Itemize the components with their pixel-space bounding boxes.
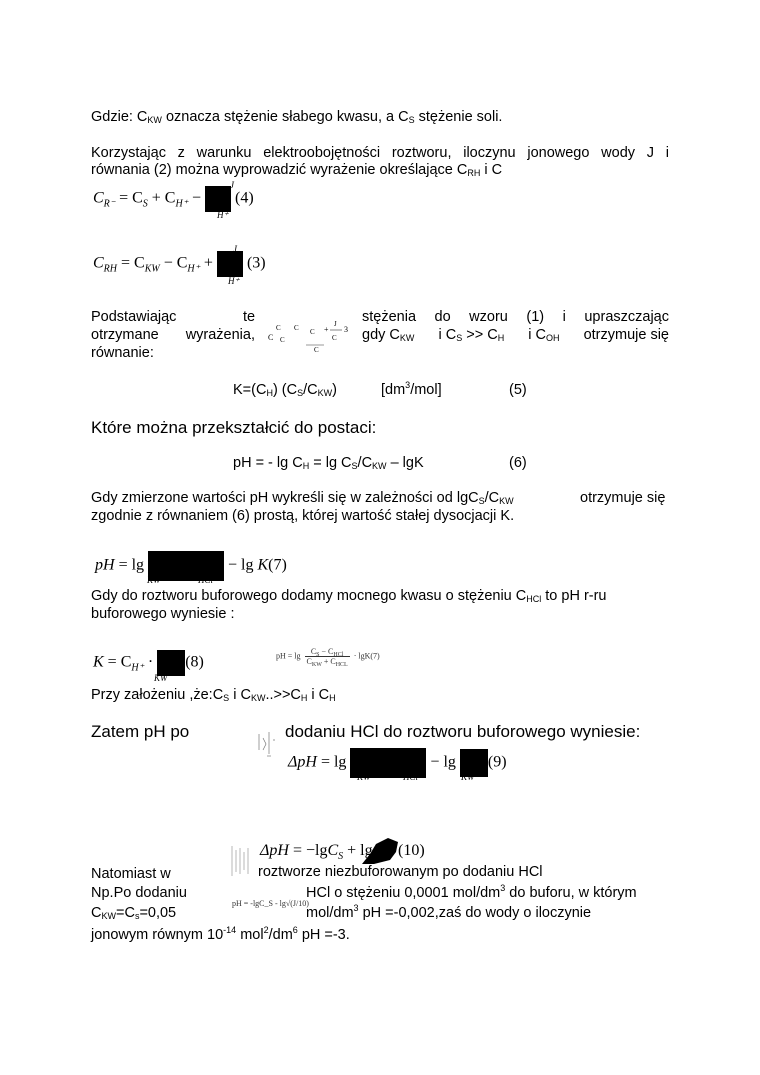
tiny-formula-fragment bbox=[255, 730, 279, 760]
text-line: gdy $C_{KW}$ i $C_S >> C_H$ i $C_{OH}$ otrzymuje się bbox=[362, 327, 669, 343]
fraction-numerator: J bbox=[233, 244, 237, 254]
fraction-denominator: H⁺ bbox=[217, 210, 229, 220]
redacted-fraction bbox=[205, 186, 231, 212]
svg-text:C: C bbox=[276, 324, 281, 332]
heading: Zatem pH po bbox=[91, 722, 190, 741]
text-line: Gdy do roztworu buforowego dodamy mocnego kwasu o stężeniu $C_{HCl}$ to pH r-ru bbox=[91, 588, 607, 604]
equation-5: $K=(C_H)$ $(C_S/C_{KW})$ bbox=[233, 382, 337, 398]
heading: Które można przekształcić do postaci: bbox=[91, 418, 377, 437]
svg-text:C: C bbox=[294, 324, 299, 332]
redacted-fraction bbox=[217, 251, 243, 277]
equation-3: $C_{RH} = C_{KW} - C_{H^+} + (3)$ bbox=[93, 251, 266, 277]
text-line: Natomiast w bbox=[91, 866, 171, 882]
text-line: Np.Po dodaniu bbox=[91, 885, 187, 901]
text-line: Podstawiając bbox=[91, 309, 177, 325]
svg-text:3: 3 bbox=[344, 325, 348, 334]
fraction-denominator: KW bbox=[357, 772, 371, 782]
inline-formula-graphic bbox=[266, 318, 352, 358]
text-line: otrzymane wyrażenia, bbox=[91, 327, 255, 343]
fraction-numerator: J bbox=[230, 180, 234, 190]
equation-4: $C_{R^-} = C_S + C_{H^+} - (4)$ bbox=[93, 186, 254, 212]
equation-number: (6) bbox=[509, 455, 527, 471]
text-line: stężenia do wzoru (1) i upraszczając bbox=[362, 309, 669, 325]
equation-9: ΔpH = lg − lg (9) bbox=[288, 748, 507, 778]
tiny-formula-fragment bbox=[229, 842, 251, 882]
equation-7-variant: pH = lg $C_S - C_{HCl}$ $C_{KW} + C_{HCL}$ · lgK(7) bbox=[276, 647, 380, 668]
fraction-denominator: KW bbox=[461, 772, 475, 782]
text-line: Gdzie: $C_{KW}$ oznacza stężenie słabego kwasu, a $C_S$ stężenie soli. bbox=[91, 109, 503, 125]
equation-8: $K = C_{H^+} \cdot (8)$ bbox=[93, 650, 204, 676]
equation-6: pH = - $\lg C_H = \lg C_S/C_{KW} - \lg K$ bbox=[233, 455, 424, 471]
text-line: HCl o stężeniu 0,0001 mol/$dm^3$ do buforu, w którym bbox=[306, 883, 637, 901]
text-line: mol/$dm^3$ pH =-0,002,zaś do wody o iloczynie bbox=[306, 903, 592, 921]
equation-number: (5) bbox=[509, 382, 527, 398]
fraction-denominator: KW bbox=[147, 575, 161, 585]
text-line: równanie: bbox=[91, 345, 154, 361]
svg-text:C: C bbox=[332, 334, 337, 342]
text-line: Korzystając z warunku elektroobojętności roztworu, iloczynu jonowego wody J i bbox=[91, 145, 669, 161]
fraction-denominator: HCl bbox=[198, 575, 214, 585]
svg-text:C: C bbox=[310, 328, 315, 336]
text-line: zgodnie z równaniem (6) prostą, której wartość stałej dysocjacji K. bbox=[91, 508, 515, 524]
text-line: Przy założeniu $,że:C_S$ i $C_{KW}..>>C_H$ i $C_H$ bbox=[91, 687, 336, 703]
inline-formula bbox=[266, 318, 352, 358]
text-line: jonowym równym $10^{-14}$ $mol^2/dm^6$ pH =-3. bbox=[91, 925, 350, 943]
redaction-shape bbox=[360, 834, 402, 866]
text-line: równania (2) można wyprowadzić wyrażenie określające $C_{RH}$ i C bbox=[91, 162, 503, 178]
svg-text:C: C bbox=[268, 333, 274, 342]
text-line: Gdy zmierzone wartości pH wykreśli się w zależności od $\lg C_S/C_{KW}$ bbox=[91, 490, 514, 506]
tiny-formula-graphic bbox=[255, 730, 279, 760]
svg-text:J: J bbox=[334, 320, 337, 328]
redacted-blot bbox=[360, 834, 402, 866]
text-line: otrzymuje się bbox=[580, 490, 666, 506]
tiny-formula-graphic bbox=[229, 842, 251, 882]
tiny-formula: pH = -lgC_S - lg√(J/10) bbox=[232, 899, 309, 908]
fraction-denominator: HCl bbox=[403, 772, 419, 782]
equation-7: pH = lg − lg K(7) bbox=[95, 551, 287, 581]
heading: dodaniu HCl do roztworu buforowego wyniesie: bbox=[285, 722, 641, 741]
text-line: roztworze niezbuforowanym po dodaniu HCl bbox=[258, 864, 543, 880]
equation-10: ΔpH = −lgC$_S$ + lg bbox=[260, 842, 373, 862]
svg-text:C: C bbox=[314, 346, 319, 354]
unit: $[dm^3/mol]$ bbox=[381, 380, 442, 398]
fraction-denominator: KW bbox=[154, 673, 168, 683]
equation-number: (10) bbox=[398, 842, 425, 859]
svg-text:+: + bbox=[324, 325, 329, 334]
svg-text:C: C bbox=[280, 336, 285, 344]
text-line: buforowego wyniesie : bbox=[91, 606, 235, 622]
fraction-denominator: H⁺ bbox=[228, 276, 240, 286]
text-line: te bbox=[243, 309, 256, 325]
text-line: $C_{KW}=C_s=0,05$ bbox=[91, 905, 177, 921]
